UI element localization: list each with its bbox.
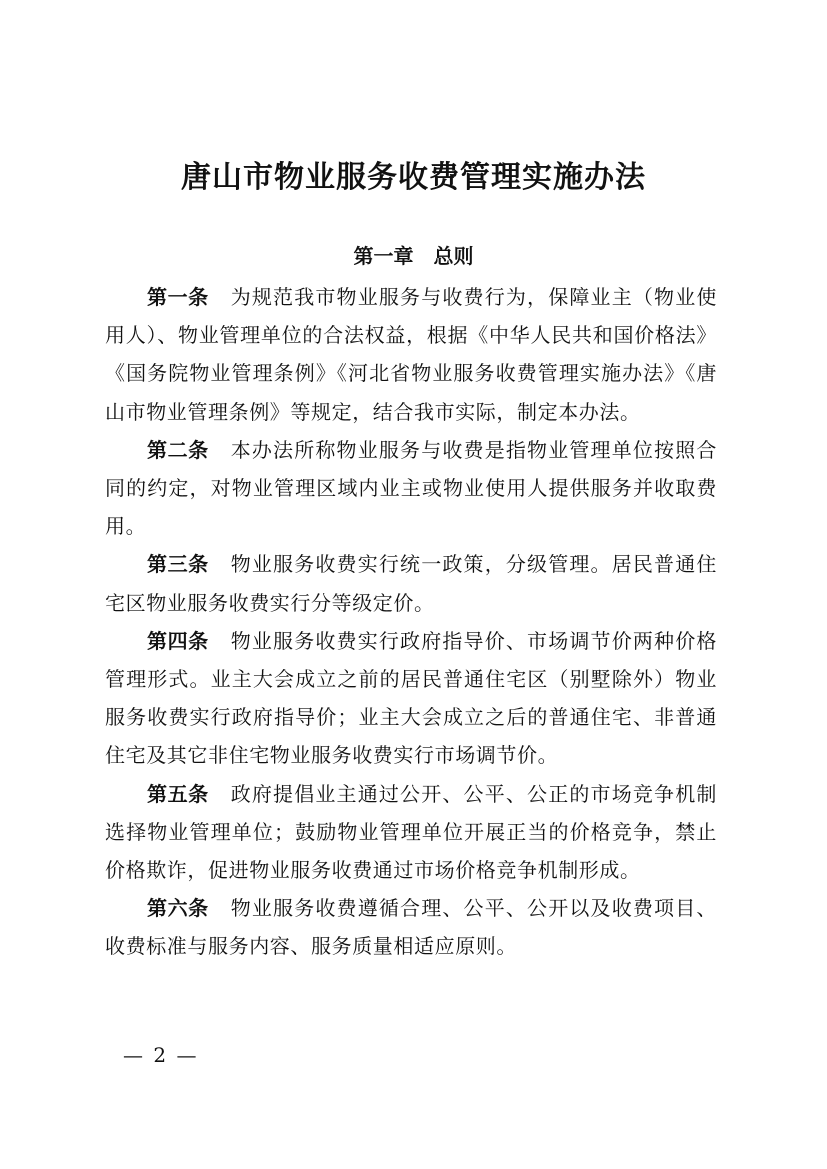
article-3 — [105, 545, 717, 621]
article-text: 物业服务收费实行政府指导价、市场调节价两种价格管理形式。业主大会成立之前的居民普通住宅区（别墅除外）物业服务收费实行政府指导价；业主大会成立之后的普通住宅、非普通住宅及其它非住宅物业服务收费实行市场调节价。 — [105, 628, 717, 768]
page-number: — 2 — — [123, 1043, 199, 1067]
article-list — [105, 278, 717, 966]
document-title: 唐山市物业服务收费管理实施办法 — [181, 160, 646, 195]
article-2 — [105, 431, 717, 546]
article-text: 为规范我市物业服务与收费行为，保障业主（物业使用人）、物业管理单位的合法权益，根据《中华人民共和国价格法》《国务院物业管理条例》《河北省物业服务收费管理实施办法》《唐山市物业管理条例》等规定，结合我市实际，制定本办法。 — [105, 285, 717, 424]
chapter-heading — [0, 240, 827, 269]
article-label: 第四条 — [147, 628, 209, 653]
article-label: 第二条 — [147, 437, 209, 462]
article-text: 政府提倡业主通过公开、公平、公正的市场竞争机制选择物业管理单位；鼓励物业管理单位开展正当的价格竞争，禁止价格欺诈，促进物业服务收费通过市场价格竞争机制形成。 — [105, 781, 717, 883]
article-label: 第六条 — [147, 896, 209, 921]
chapter-number: 第一章 — [353, 244, 414, 268]
article-label: 第五条 — [147, 781, 209, 806]
article-label: 第一条 — [147, 285, 209, 309]
article-5 — [105, 775, 717, 890]
chapter-name: 总则 — [433, 244, 474, 268]
article-4 — [105, 622, 717, 775]
article-text: 物业服务收费实行统一政策，分级管理。居民普通住宅区物业服务收费实行分等级定价。 — [105, 552, 717, 615]
article-1 — [105, 278, 717, 431]
article-label: 第三条 — [147, 552, 209, 577]
article-6 — [105, 889, 717, 965]
article-text: 物业服务收费遵循合理、公平、公开以及收费项目、收费标准与服务内容、服务质量相适应原则。 — [105, 896, 717, 959]
article-text: 本办法所称物业服务与收费是指物业管理单位按照合同的约定，对物业管理区域内业主或物业使用人提供服务并收取费用。 — [105, 437, 717, 539]
